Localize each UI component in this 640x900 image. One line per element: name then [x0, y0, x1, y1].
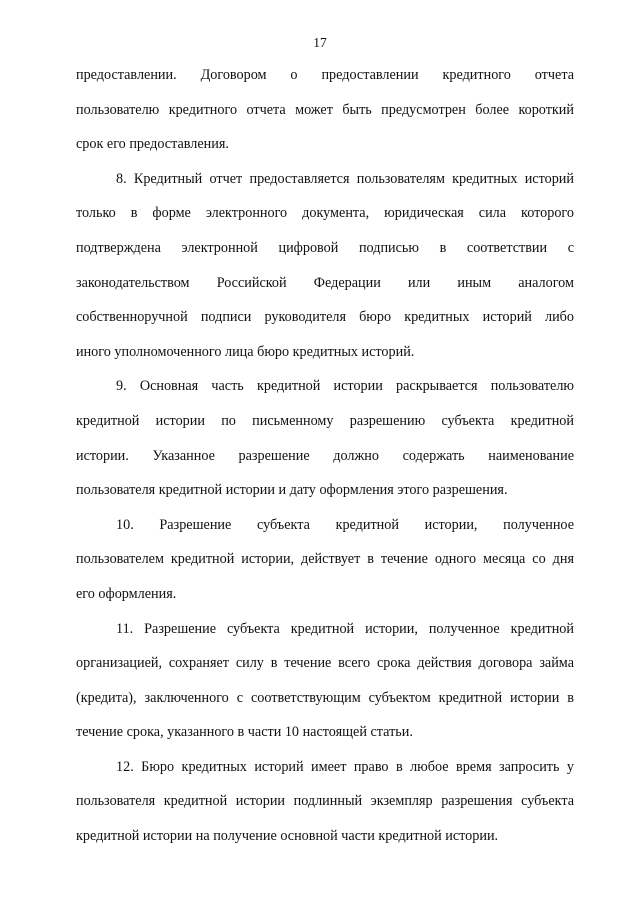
text-line: его оформления.: [76, 585, 177, 602]
text-line: пользователя кредитной истории и дату оформления этого разрешения.: [76, 482, 508, 499]
text-line: иного уполномоченного лица бюро кредитных историй.: [76, 343, 415, 360]
document-body: [76, 58, 574, 854]
text-line: пользователя кредитной истории подлинный экземпляр разрешения субъекта: [76, 793, 574, 810]
text-line: 12. Бюро кредитных историй имеет право в любое время запросить у: [116, 758, 574, 775]
text-line: законодательством Российской Федерации или иным аналогом: [76, 274, 574, 291]
text-line: (кредита), заключенного с соответствующим субъектом кредитной истории в: [76, 689, 574, 706]
paragraph-9: [76, 369, 574, 507]
text-line: кредитной истории на получение основной части кредитной истории.: [76, 828, 499, 845]
text-line: подтверждена электронной цифровой подписью в соответствии с: [76, 239, 574, 256]
page-number: 17: [313, 35, 327, 50]
paragraph-10: [76, 508, 574, 612]
text-line: 8. Кредитный отчет предоставляется пользователям кредитных историй: [116, 170, 574, 187]
text-line: собственноручной подписи руководителя бюро кредитных историй либо: [76, 309, 574, 326]
text-line: 10. Разрешение субъекта кредитной истории, полученное: [116, 516, 574, 533]
text-line: пользователем кредитной истории, действует в течение одного месяца со дня: [76, 551, 574, 568]
text-line: пользователю кредитного отчета может быть предусмотрен более короткий: [76, 101, 574, 118]
text-line: предоставлении. Договором о предоставлении кредитного отчета: [76, 67, 574, 83]
paragraph-12: [76, 750, 574, 854]
text-line: только в форме электронного документа, юридическая сила которого: [76, 205, 574, 222]
paragraph-continuation: [76, 58, 574, 162]
paragraph-11: [76, 612, 574, 750]
text-line: течение срока, указанного в части 10 настоящей статьи.: [76, 724, 413, 741]
paragraph-8: [76, 162, 574, 370]
text-line: 9. Основная часть кредитной истории раскрывается пользователю: [116, 378, 574, 395]
text-line: истории. Указанное разрешение должно содержать наименование: [76, 447, 574, 464]
text-line: кредитной истории по письменному разрешению субъекта кредитной: [76, 412, 574, 429]
text-line: организацией, сохраняет силу в течение всего срока действия договора займа: [76, 655, 574, 672]
text-line: 11. Разрешение субъекта кредитной истории, полученное кредитной: [116, 620, 574, 637]
text-line: срок его предоставления.: [76, 136, 229, 153]
